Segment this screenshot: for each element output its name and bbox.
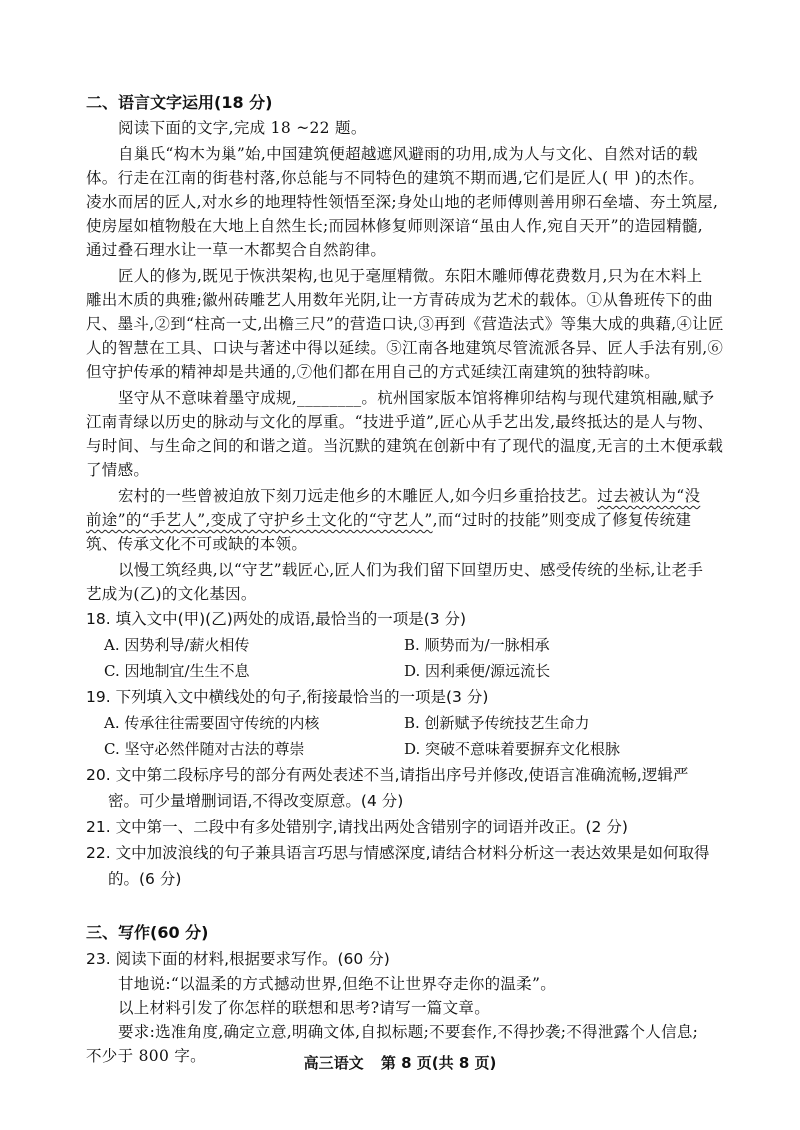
writing-requirements-line-1: 要求:选准角度,确定立意,明确文体,自拟标题;不要套作,不得抄袭;不得泄露个人信息; <box>118 1023 699 1041</box>
passage-line: 坚守从不意味着墨守成规,________。杭州国家版本馆将榫卯结构与现代建筑相融,赋予 <box>118 389 715 407</box>
passage-line <box>86 508 718 532</box>
passage-line: 尺、墨斗,②到“柱高一丈,出檐三尺”的营造口诀,③再到《营造法式》等集大成的典藉,④让匠 <box>86 315 724 333</box>
question-22-line-1: 22. 文中加波浪线的句子兼具语言巧思与情感深度,请结合材料分析这一表达效果是如何取得 <box>86 844 710 862</box>
question-18-options <box>86 632 718 684</box>
question-19-options <box>86 710 718 762</box>
passage-line: 自巢氏“构木为巢”始,中国建筑便超越遮风避雨的功用,成为人与文化、自然对话的载 <box>118 145 698 163</box>
footer-page-number: 第 8 页(共 8 页) <box>380 1054 497 1072</box>
wavy-underlined-sentence: 过去被认为“没 <box>597 487 701 505</box>
section-spacer <box>86 892 718 918</box>
passage-line: 与时间、与生命之间的和谐之道。当沉默的建筑在创新中有了现代的温度,无言的土木便承载 <box>86 437 724 455</box>
option-d: D. 因利乘便/源远流长 <box>404 662 551 680</box>
passage-line: 艺成为(乙)的文化基因。 <box>86 585 257 603</box>
wavy-underlined-sentence: 前途”的“手艺人”,变成了守护乡土文化的“守艺人” <box>86 511 433 529</box>
option-c: C. 因地制宜/生生不息 <box>104 662 250 680</box>
question-23-stem: 23. 阅读下面的材料,根据要求写作。(60 分) <box>86 950 390 968</box>
page-footer <box>0 1052 800 1073</box>
passage-line: 雕出木质的典雅;徽州砖雕艺人用数年光阴,让一方青砖成为艺术的载体。①从鲁班传下的曲 <box>86 291 713 309</box>
question-21: 21. 文中第一、二段中有多处错别字,请找出两处含错别字的词语并改正。(2 分) <box>86 818 628 836</box>
section-2-title: 二、语言文字运用(18 分) <box>86 93 273 112</box>
passage-paragraph-2 <box>86 264 724 384</box>
question-18-stem: 18. 填入文中(甲)(乙)两处的成语,最恰当的一项是(3 分) <box>86 610 467 628</box>
question-22-line-2: 的。(6 分) <box>108 870 182 888</box>
option-d: D. 突破不意味着要摒弃文化根脉 <box>404 740 621 758</box>
question-20-line-2: 密。可少量增删词语,不得改变原意。(4 分) <box>108 792 404 810</box>
option-c: C. 坚守必然伴随对古法的尊崇 <box>104 740 305 758</box>
passage-line: 了情感。 <box>86 461 150 479</box>
passage-line: 但守护传承的精神却是共通的,⑦他们都在用自己的方式延续江南建筑的独特韵味。 <box>86 363 661 381</box>
option-a: A. 因势利导/薪火相传 <box>104 636 250 654</box>
option-b: B. 顺势而为/一脉相承 <box>404 636 550 654</box>
writing-requirements-line-2: 不少于 800 字。 <box>86 1047 206 1065</box>
section-2-intro: 阅读下面的文字,完成 18 ~22 题。 <box>118 119 367 137</box>
passage-paragraph-1 <box>86 142 718 262</box>
footer-subject: 高三语文 <box>303 1054 364 1072</box>
passage-text: 宏村的一些曾被迫放下刻刀远走他乡的木雕匠人,如今归乡重拾技艺。 <box>118 487 598 505</box>
passage-line: 通过叠石理水让一草一木都契合自然韵律。 <box>86 241 387 259</box>
passage-line: 人的智慧在工具、口诀与著述中得以延续。⑤江南各地建筑尽管流派各异、匠人手法有别,⑥ <box>86 339 724 357</box>
passage-line: 体。行走在江南的街巷村落,你总能与不同特色的建筑不期而遇,它们是匠人( 甲 )的杰作。 <box>86 169 705 187</box>
question-20-line-1: 20. 文中第二段标序号的部分有两处表述不当,请指出序号并修改,使语言准确流畅,逻辑严 <box>86 766 689 784</box>
option-a: A. 传承往往需要固守传统的内核 <box>104 714 320 732</box>
passage-line: 筑、传承文化不可或缺的本领。 <box>86 535 308 553</box>
passage-text: ,而“过时的技能”则变成了修复传统建 <box>432 511 692 529</box>
passage-line: 匠人的修为,既见于恢洪架构,也见于毫厘精微。东阳木雕师傅花费数月,只为在木料上 <box>118 267 703 285</box>
passage-line: 使房屋如植物般在大地上自然生长;而园林修复师则深谙“虽由人作,宛自天开”的造园精髓, <box>86 217 704 235</box>
option-b: B. 创新赋予传统技艺生命力 <box>404 714 590 732</box>
section-3-title: 三、写作(60 分) <box>86 923 209 942</box>
passage-line <box>86 484 718 508</box>
passage-paragraph-3 <box>86 386 724 482</box>
writing-material: 甘地说:“以温柔的方式撼动世界,但绝不让世界夺走你的温柔”。 <box>118 975 556 993</box>
passage-line: 江南青绿以历史的脉动与文化的厚重。“技进乎道”,匠心从手艺出发,最终抵达的是人与物、 <box>86 413 714 431</box>
passage-line: 以慢工筑经典,以“守艺”载匠心,匠人们为我们留下回望历史、感受传统的坐标,让老手 <box>118 561 704 579</box>
passage-paragraph-4 <box>86 484 718 556</box>
passage-paragraph-5 <box>86 558 718 606</box>
question-19-stem: 19. 下列填入文中横线处的句子,衔接最恰当的一项是(3 分) <box>86 688 489 706</box>
passage-line: 凌水而居的匠人,对水乡的地理特性领悟至深;身处山地的老师傅则善用卵石垒墙、夯土筑屋, <box>86 193 719 211</box>
writing-prompt: 以上材料引发了你怎样的联想和思考?请写一篇文章。 <box>118 999 491 1017</box>
